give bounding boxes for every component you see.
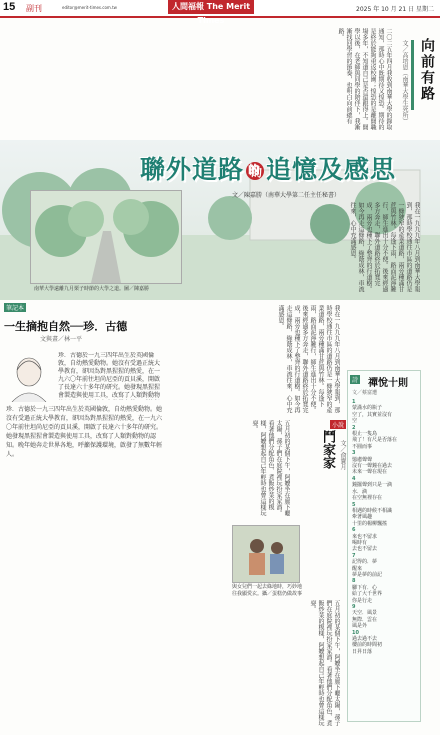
feature-body-top: 我在一九九九年八月到南華大學報到，那時學校通往市區的道路仍是一條狹窄的產業道路，兩旁種滿甘蔗與竹林。每逢下雨，路面泥濘難行，師生進出十分不便。後來經過多方奔走，聯外道路終於拓寬完成，兩旁也種下了整齊的行道樹。如今再走這條路，綠蔭成林，車流往來，心中充滿感恩。 [349, 202, 420, 292]
poem-box [347, 370, 421, 722]
feature-body-middle: 我在一九九九年八月到南華大學報到，那時學校通往市區的道路仍是一條狹窄的產業道路，兩旁種滿甘蔗與竹林。每逢下雨，路面泥濘難行，師生進出十分不便。後來經過多方奔走，聯外道路終於拓寬完成，兩旁也種下了整齊的行道樹。如今再走這條路，綠蔭成林，車流往來，心中充滿感恩。 [277, 305, 340, 413]
column2-title: 鬥家家 [320, 430, 335, 469]
column1-body: 珍．古德於一九三四年出生於英國倫敦，自幼熱愛動物。她沒有受過正統大學教育，卻因為對黑猩猩的熱愛，在一九六〇年前往坦尚尼亞的貢貝溪，開啟了長達六十多年的研究。她發現黑猩猩會製造與使用工具，改寫了人類對動物的認知。晚年她奔走世界各地，呼籲保護環境，啟發了無數年輕人。 [6, 406, 163, 458]
column2-byline: 文／俞寶月 [339, 440, 346, 470]
feature-photo-caption: 南華大學遠離九月栗子時節的大學之道。圖／陳嘉勝 [34, 286, 150, 292]
poem-line: 你是行走 [352, 597, 373, 604]
poem-line: 10 [352, 629, 359, 636]
poem-label-wrap [350, 375, 360, 384]
page-header [0, 0, 440, 25]
poem-line: 日昇日落 [352, 648, 373, 655]
campus-road-photo [30, 190, 182, 284]
poem-line: 十里的楊柳飄搖 [352, 520, 388, 527]
poem-line: 在空無裡存在 [352, 495, 383, 502]
column1-byline: 文與畫／林一平 [40, 336, 83, 343]
poem-line: 空了，其實並沒有 [352, 411, 393, 418]
jane-goodall-portrait [6, 352, 52, 402]
feature-title-part2: 追憶及感思 [266, 155, 397, 184]
poem-line: 夢是夢的前記 [352, 571, 383, 578]
column2-body: 五月初的某個下午，阿嬤坐在廊下曬太陽，孫子們在庭院裡玩扮家家酒。看著他們分配角色、煮飯炒菜的模樣，阿嬤想起自己年輕時也曾這樣玩耍。 [309, 600, 340, 726]
poem-line: 8 [352, 578, 356, 585]
column2-body-top: 五月初的某個下午，阿嬤坐在廊下曬太陽，孫子們在庭院裡玩扮家家酒。看著他們分配角色、煮飯炒菜的模樣，阿嬤想起自己年輕時也曾這樣玩耍。 [251, 420, 290, 516]
poem-line: 腳下有．心 [352, 584, 378, 591]
poem-line: 記得的．夢 [352, 559, 378, 566]
poem-line: 醒來 [352, 565, 363, 572]
poem-line: 空 [352, 418, 358, 425]
issue-date: 2025 年 10 月 21 日 星期二 [356, 6, 434, 13]
poem-line: 1 [352, 399, 356, 405]
poem-line: 相遇的時候不相識 [352, 507, 393, 514]
poem-label: 詩 [352, 377, 359, 384]
poem-line: 3 [352, 450, 356, 457]
poem-line: 喝時有 [352, 539, 368, 546]
poem-line: 5 [352, 501, 356, 508]
article1-title-bar [411, 40, 414, 110]
poem-line: 未來一聲在現在 [352, 469, 388, 476]
article1-title: 向前有路 [419, 38, 435, 102]
column1-label-wrap [4, 303, 26, 312]
feature-byline: 文／陳嘉勝（南華大學第二任主任秘書） [232, 192, 341, 199]
column1-title: 一生摘抱自然──珍．古德 [4, 320, 128, 333]
feature-title [140, 150, 396, 186]
poem-line: 風是外 [352, 623, 368, 630]
column2-label-wrap [330, 420, 346, 429]
poem-line: 飛了！有尺是否落在 [352, 437, 398, 444]
family-photo [232, 525, 300, 583]
poem-line: 7 [352, 552, 356, 559]
poem-line: 牽著風趣 [352, 514, 373, 521]
poem-line: 9 [352, 604, 356, 610]
feature-title-part1: 聯外道路 [140, 155, 245, 184]
poem-line: 過去過不去 [352, 636, 378, 643]
poem-title: 禪悅十則 [368, 378, 408, 389]
poem-line: 水．滴 [352, 488, 368, 495]
poem-line: 天空．風景 [352, 610, 378, 617]
newspaper-logo: 人間福報 The Merit Times [168, 0, 254, 14]
poem-lines [352, 399, 418, 655]
poem-line: 4 [352, 475, 356, 482]
article1-body: 二〇二五年四月我收到南華大學的錄取通知，那時心中既期待又惶恐。期待的是終於能夠重返校園；惶恐的是離開職場多年，不知道自己是否還跟得上。開學以後，在老師與同學的陪伴下，我漸漸找回學習的節奏，也明白向前總有路。 [337, 28, 392, 130]
poem-line: 沒有一聲鐘在過去 [352, 463, 393, 470]
section-name: 副刊 [26, 4, 42, 13]
poem-line: 不圓而事 [352, 443, 373, 450]
poem-line: 給了大千世界 [352, 591, 383, 598]
poem-line: 2 [352, 424, 356, 431]
poem-line: 去也不留去 [352, 546, 378, 553]
poem-line: 憶慮聲聲 [352, 456, 373, 463]
poem-line: 無際．雲在 [352, 616, 378, 623]
poem-line: 蒙滿水的瓶子 [352, 405, 383, 412]
column1-label: 筆記本 [6, 305, 25, 312]
editor-email: editor@merit-times.com.tw [62, 5, 117, 10]
column2-label: 小說 [332, 422, 345, 429]
page-number: 15 [3, 1, 16, 13]
poem-line: 鐘擺聲到只是一滴 [352, 482, 393, 489]
poem-line: 根止一隻鳥 [352, 431, 378, 438]
article1-byline: 文／高培恩（南華大學生死所） [401, 40, 408, 124]
poem-line: 6 [352, 527, 356, 534]
column1-intro: 珍．古德於一九三四年出生於英國倫敦，自幼熱愛動物。她沒有受過正統大學教育，卻因為對黑猩猩的熱愛，在一九六〇年前往坦尚尼亞的貢貝溪，開啟了長達六十多年的研究。她發現黑猩猩會製造與使用工具，改寫了人類對動物 [58, 352, 161, 399]
feature-title-dot: 的 [246, 162, 264, 180]
column2-photo-caption: 與女兒們一起去綠地時，巧妙地往我顯愛玄。攝／蛋糕仍做故事 [232, 584, 303, 597]
poem-line: 來也不留求 [352, 533, 378, 540]
poem-line: 樓前的時間初 [352, 642, 383, 649]
poem-byline: 文／蔡富遭 [352, 390, 378, 396]
